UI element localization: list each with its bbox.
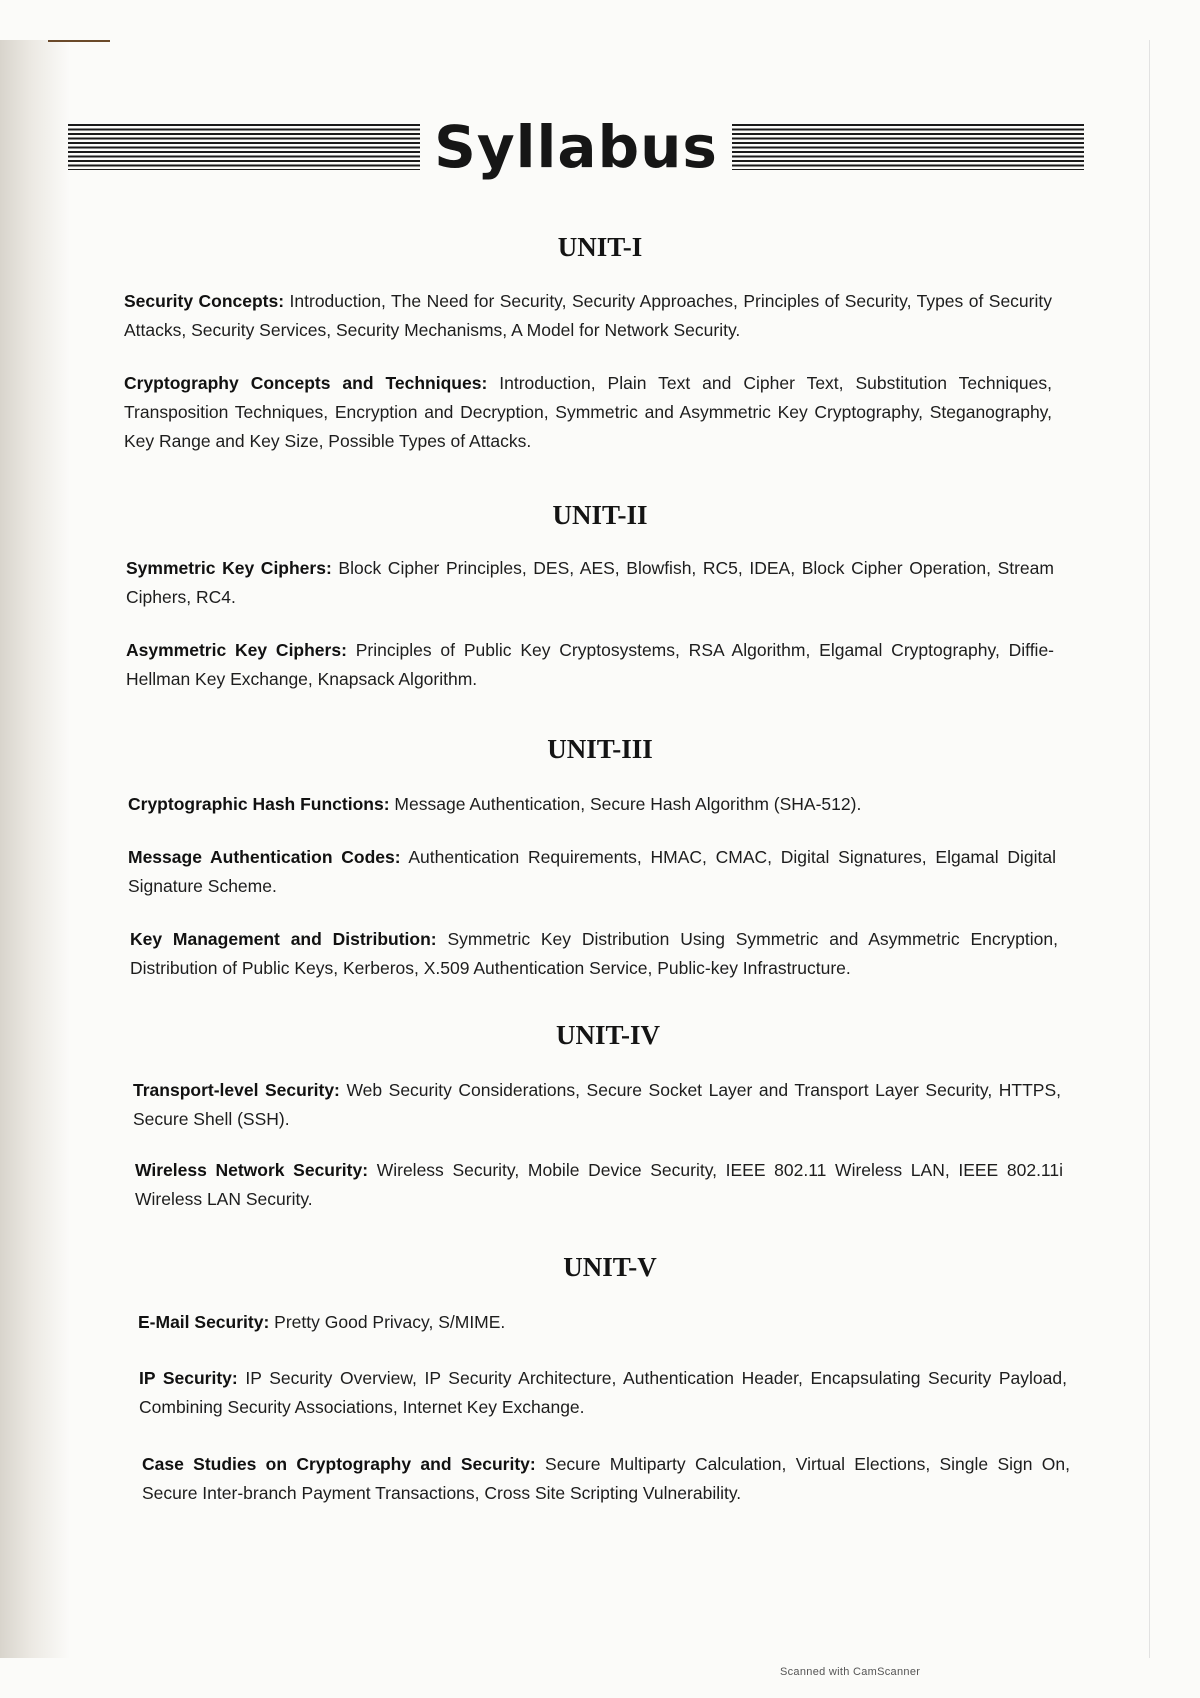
unit-2-topic-1 [126,554,1054,612]
unit-4-topic-1 [133,1076,1061,1134]
unit-5-heading: UNIT-V [563,1252,657,1282]
page-fold-shadow [0,40,70,1658]
unit-2-topic-2 [126,636,1054,694]
topic-text: Block Cipher Principles, DES, AES, Blowfish, RC5, IDEA, Block Cipher Operation, Stream Ciphers, RC4. [126,558,1054,607]
topic-text: Principles of Public Key Cryptosystems, RSA Algorithm, Elgamal Cryptography, Diffie-Hellman Key Exchange, Knapsack Algorithm. [126,640,1054,689]
topic-label: Key Management and Distribution: [130,929,437,949]
unit-4-heading: UNIT-IV [555,1020,661,1050]
topic-label: Security Concepts: [124,291,285,311]
header-rule-right [732,124,1084,170]
topic-label: Transport-level Security: [133,1080,340,1100]
topic-text: Authentication Requirements, HMAC, CMAC, Digital Signatures, Elgamal Digital Signature Scheme. [128,847,1056,896]
topic-label: Case Studies on Cryptography and Security: [142,1454,536,1474]
unit-2-heading: UNIT-II [552,500,648,530]
topic-text: Pretty Good Privacy, S/MIME. [274,1312,506,1332]
topic-text: Introduction, Plain Text and Cipher Text, Substitution Techniques, Transposition Techniques, Encryption and Decryption, Symmetric and Asymmetric Key Cryptography, Steganography, Key Range and Key Size, Possible Types of Attacks. [124,373,1052,451]
topic-text: Web Security Considerations, Secure Socket Layer and Transport Layer Security, HTTPS, Secure Shell (SSH). [133,1080,1061,1129]
topic-text: Wireless Security, Mobile Device Security, IEEE 802.11 Wireless LAN, IEEE 802.11i Wireless LAN Security. [135,1160,1063,1209]
unit-5-topic-2 [139,1364,1067,1422]
topic-label: Asymmetric Key Ciphers: [126,640,347,660]
unit-4-topic-2 [135,1156,1063,1214]
topic-label: IP Security: [139,1368,238,1388]
topic-text: Symmetric Key Distribution Using Symmetric and Asymmetric Encryption, Distribution of Public Keys, Kerberos, X.509 Authentication Service, Public-key Infrastructure. [130,929,1058,978]
unit-1-topic-2 [124,369,1052,456]
topic-text: Secure Multiparty Calculation, Virtual Elections, Single Sign On, Secure Inter-branch Payment Transactions, Cross Site Scripting Vulnerability. [142,1454,1070,1503]
unit-1-heading: UNIT-I [557,232,643,262]
unit-3-topic-3 [130,925,1058,983]
topic-text: IP Security Overview, IP Security Architecture, Authentication Header, Encapsulating Security Payload, Combining Security Associations, Internet Key Exchange. [139,1368,1067,1417]
unit-5-topic-1 [138,1308,1066,1337]
unit-3-heading: UNIT-III [547,734,653,764]
topic-text: Introduction, The Need for Security, Security Approaches, Principles of Security, Types of Security Attacks, Security Services, Security Mechanisms, A Model for Network Security. [124,291,1052,340]
page-right-edge [1149,40,1150,1658]
unit-5-topic-3 [142,1450,1070,1508]
topic-label: Cryptography Concepts and Techniques: [124,373,488,393]
unit-1-topic-1 [124,287,1052,345]
topic-label: Message Authentication Codes: [128,847,401,867]
topic-label: Wireless Network Security: [135,1160,369,1180]
page-edge-mark [48,40,110,42]
unit-3-topic-2 [128,843,1056,901]
unit-3-topic-1 [128,790,1056,819]
topic-text: Message Authentication, Secure Hash Algorithm (SHA-512). [394,794,862,814]
scanner-watermark: Scanned with CamScanner [780,1666,921,1678]
topic-label: E-Mail Security: [138,1312,270,1332]
topic-label: Cryptographic Hash Functions: [128,794,390,814]
page-title: Syllabus [434,113,718,181]
topic-label: Symmetric Key Ciphers: [126,558,332,578]
header-rule-left [68,124,420,170]
page-header [68,112,1084,182]
